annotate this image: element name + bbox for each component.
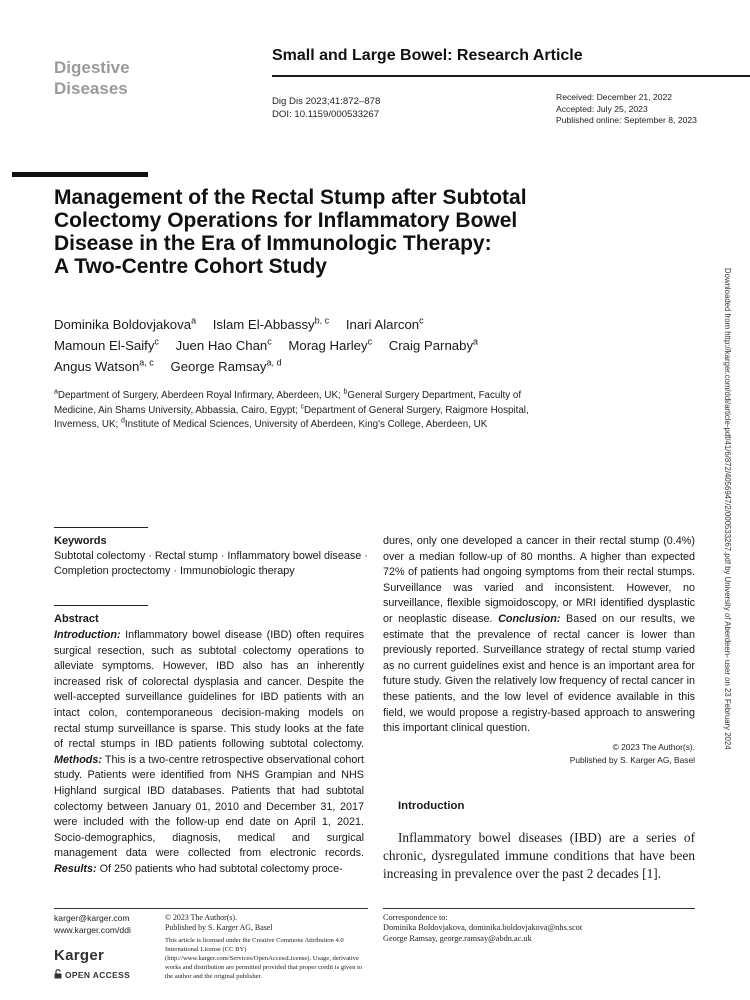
affiliation-marker: a	[54, 388, 58, 396]
title-line: A Two-Centre Cohort Study	[54, 255, 327, 278]
license-block	[165, 913, 370, 981]
author-line	[54, 314, 654, 335]
citation-block	[272, 95, 380, 121]
article-dates	[556, 92, 697, 127]
affiliation: Department of Surgery, Aberdeen Royal Infirmary, Aberdeen, UK;	[57, 390, 344, 401]
abstract-results-text: dures, only one developed a cancer in their rectal stump (0.4%) over a median follow-up of 80 months. A higher than expected 72% of patients had ongoing symptoms from their rectal stumps. Surveillance was varied and inconsistent. However, no surveillance, flexible sigmoidoscopy, or MRI identified dysplastic or neoplastic disease.	[383, 535, 695, 625]
author-line	[54, 335, 654, 356]
received-date: Received: December 21, 2022	[556, 92, 673, 102]
abstract-methods-label: Methods:	[54, 753, 102, 766]
author[interactable]: Inari Alarcon$^c$	[345, 315, 424, 332]
abstract-rule	[54, 605, 148, 606]
abstract-results-label: Results:	[54, 862, 97, 875]
author[interactable]: Juen Hao Chan$^c$	[175, 336, 272, 353]
open-access-badge	[54, 969, 130, 980]
doi[interactable]: DOI: 10.1159/000533267	[272, 109, 380, 120]
affiliation-marker: c	[300, 403, 304, 411]
author[interactable]: Dominika Boldovjakova$^a$	[54, 315, 197, 332]
abstract-results-text: Of 250 patients who had subtotal colectomy proce-	[96, 862, 343, 875]
author[interactable]: Craig Parnaby$^a$	[388, 336, 479, 353]
abstract-intro-text: Inflammatory bowel disease (IBD) often requires surgical resection, such as subtotal colectomy operations to alleviate symptoms. However, IBD also has an inherently increased risk of colorectal dysplasia and cancer. Despite the well-accepted surveillance guidelines for IBD patients with an intact colon, contemporaneous decision-making models on rectal stump surveillance is sparse. This study looks at the fate of rectal stumps in IBD patients following subtotal colectomy.	[54, 629, 364, 751]
keywords-heading: Keywords	[54, 535, 107, 547]
correspondence-author-1[interactable]: Dominika Boldovjakova, dominika.boldovjakova@nhs.scot	[383, 923, 583, 933]
affiliations	[54, 389, 564, 433]
publisher-line: Published by S. Karger AG, Basel	[569, 755, 695, 765]
abstract-copyright	[500, 741, 695, 767]
keywords-rule	[54, 527, 148, 528]
affiliation: Department of General Surgery, Raigmore Hospital, Inverness, UK;	[54, 404, 529, 430]
affiliation-marker: b	[343, 388, 348, 396]
author[interactable]: Angus Watson$^{a, c}$	[54, 357, 154, 374]
journal-name-line1: Digestive	[54, 58, 130, 77]
correspondence-author-2[interactable]: George Ramsay, george.ramsay@abdn.ac.uk	[383, 933, 532, 943]
open-access-label: OPEN ACCESS	[65, 970, 131, 980]
abstract-methods-text: This is a two-centre retrospective observational cohort study. Patients were identified from NHS Grampian and NHS Highland surgical IBD databases. Patients that had subtotal colectomy between January 01, 2010 and December 31, 2017 were included with the follow-up end date on April 1, 2021. Socio-demographics, diagnosis, medical and surgical management data were collected from electronic records.	[54, 753, 364, 860]
accepted-date: Accepted: July 25, 2023	[556, 103, 648, 114]
journal-name	[54, 57, 130, 99]
download-note	[720, 268, 734, 968]
abstract-column-2	[383, 534, 695, 737]
author-line	[54, 356, 654, 377]
author[interactable]: George Ramsay$^{a, d}$	[170, 357, 282, 374]
journal-name-line2: Diseases	[54, 79, 128, 98]
keywords-text: Subtotal colectomy · Rectal stump · Inflammatory bowel disease · Completion proctectomy · Immunobiologic therapy	[54, 550, 368, 577]
introduction-text: Inflammatory bowel diseases (IBD) are a series of chronic, dysregulated immune conditions that have been increasing in prevalence over the past 2 decades [1].	[383, 830, 695, 881]
correspondence-label: Correspondence to:	[383, 913, 448, 922]
abstract-column-1	[54, 628, 364, 878]
title-line: Disease in the Era of Immunologic Therapy:	[54, 232, 492, 255]
author[interactable]: Islam El-Abbassy$^{b, c}$	[212, 315, 330, 332]
author[interactable]: Morag Harley$^c$	[288, 336, 373, 353]
section-title: Small and Large Bowel: Research Article	[272, 47, 583, 64]
copyright-line: © 2023 The Author(s).	[612, 742, 695, 752]
affiliation: Institute of Medical Sciences, University of Aberdeen, King's College, Aberdeen, UK	[124, 419, 488, 430]
footer-publisher: Published by S. Karger AG, Basel	[165, 923, 273, 933]
header-divider	[272, 75, 750, 77]
abstract-heading: Abstract	[54, 613, 99, 625]
open-lock-icon	[54, 969, 62, 979]
karger-logo: Karger	[54, 947, 105, 964]
abstract-intro-label: Introduction:	[54, 629, 121, 641]
license-text: This article is licensed under the Creative Commons Attribution 4.0 International License (CC BY) (http://www.karger.com/Services/OpenAccessLicense). Usage, derivative works and distribution are permitted provided that proper credit is given to the author and the original publisher.	[165, 937, 363, 981]
affiliation: General Surgery Department, Faculty of Medicine, Ain Shams University, Abbassia, Cairo, Egypt;	[54, 390, 522, 416]
footer-copyright: © 2023 The Author(s).	[165, 913, 238, 922]
title-line: Colectomy Operations for Inflammatory Bowel	[54, 209, 518, 232]
publisher-website[interactable]: www.karger.com/ddi	[54, 924, 131, 935]
abstract-conclusion-text: Based on our results, we estimate that the prevalence of rectal cancer is lower than previously reported. Surveillance strategy of rectal stump varied as no current guidelines exist and hence is an important area for future study. Given the relatively low frequency of rectal cancer in these patients, and the low level of evidence available in this field, we would propose a registry-based approach to answering this important clinical question.	[383, 612, 695, 735]
footer-divider-left	[54, 908, 368, 909]
citation: Dig Dis 2023;41:872–878	[272, 96, 381, 107]
publisher-email[interactable]: karger@karger.com	[54, 913, 130, 923]
title-accent-bar	[12, 172, 148, 177]
footer-divider-right	[383, 908, 695, 909]
affiliation-marker: d	[120, 417, 125, 425]
introduction-heading: Introduction	[398, 800, 465, 812]
abstract-conclusion-label: Conclusion:	[498, 612, 561, 625]
article-title	[54, 186, 614, 278]
download-note-text: Downloaded from http://karger.com/ddi/article-pdf/41/6/872/4056947/2/000533267.pdf by University of Aberdeen- user on 23 February 2024	[723, 268, 732, 750]
correspondence	[383, 913, 695, 944]
title-line: Management of the Rectal Stump after Subtotal	[54, 186, 527, 209]
author[interactable]: Mamoun El-Saify$^c$	[54, 336, 159, 353]
published-date: Published online: September 8, 2023	[556, 115, 697, 125]
author-list	[54, 314, 654, 377]
publisher-contact	[54, 913, 131, 936]
